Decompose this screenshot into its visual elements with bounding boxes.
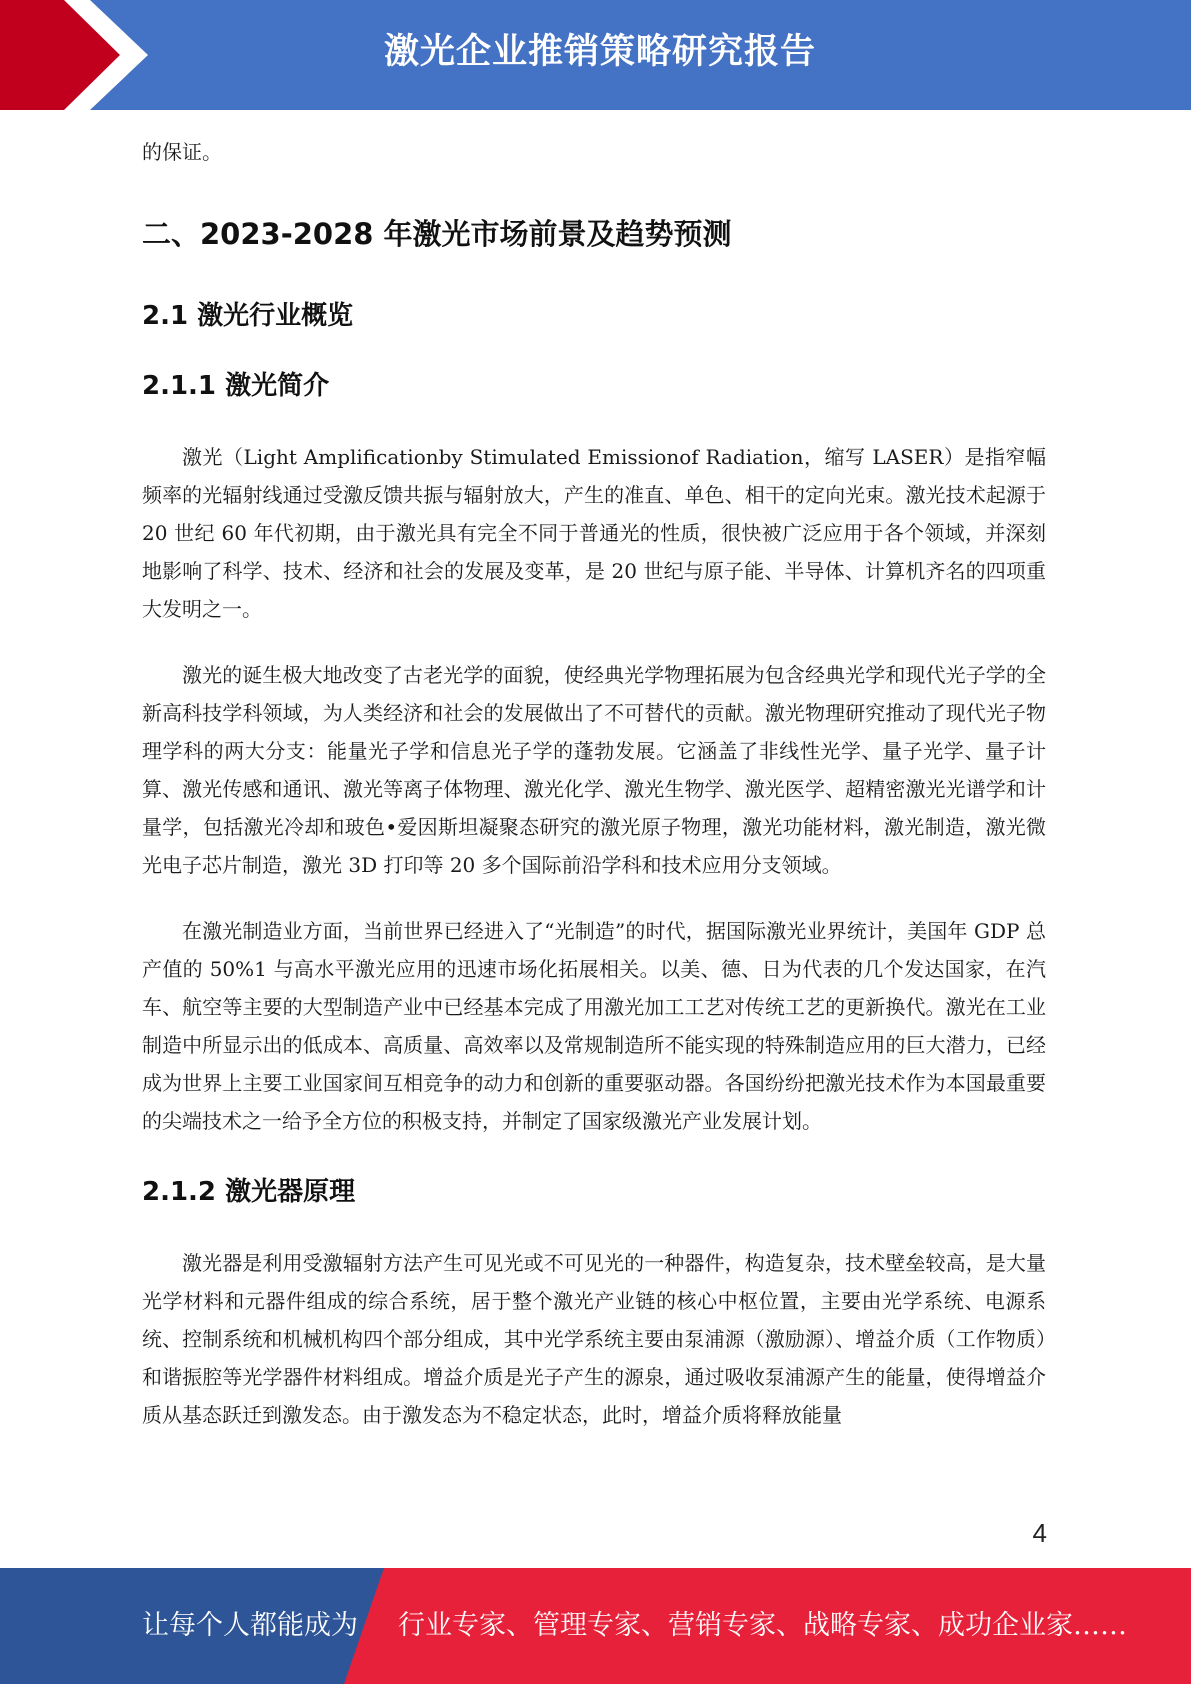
subsection-heading: 2.1 激光行业概览 [142,301,354,331]
paragraph: 在激光制造业方面，当前世界已经进入了“光制造”的时代，据国际激光业界统计，美国年 GDP 总产值的 50%1 与高水平激光应用的迅速市场化拓展相关。以美、德、日为代表的几个发达国家，在汽车、航空等主要的大型制造产业中已经基本完成了用激光加工工艺对传统工艺的更新换代。激光在工业制造中所显示出的低成本、高质量、高效率以及常规制造所不能实现的特殊制造应用的巨大潜力，已经成为世界上主要工业国家间互相竞争的动力和创新的重要驱动器。各国纷纷把激光技术作为本国最重要的尖端技术之一给予全方位的积极支持，并制定了国家级激光产业发展计划。 [142,919,1046,1133]
continuation-text: 的保证。 [142,140,222,164]
page-footer [0,1568,1191,1684]
subsubsection-heading-laser-principle: 2.1.2 激光器原理 [142,1177,356,1207]
subsubsection-heading-laser-intro: 2.1.1 激光简介 [142,371,330,401]
page-header [0,0,1191,110]
document-body [142,136,1046,1434]
header-title: 激光企业推销策略研究报告 [383,32,816,72]
section-heading: 二、2023-2028 年激光市场前景及趋势预测 [142,217,732,251]
footer-slogan-right: 行业专家、管理专家、营销专家、战略专家、成功企业家…… [398,1610,1127,1641]
paragraph: 激光（Light Amplificationby Stimulated Emissionof Radiation，缩写 LASER）是指窄幅频率的光辐射线通过受激反馈共振与辐射放大，产生的准直、单色、相干的定向光束。激光技术起源于 20 世纪 60 年代初期，由于激光具有完全不同于普通光的性质，很快被广泛应用于各个领域，并深刻地影响了科学、技术、经济和社会的发展及变革，是 20 世纪与原子能、半导体、计算机齐名的四项重大发明之一。 [142,445,1046,621]
paragraph: 激光的诞生极大地改变了古老光学的面貌，使经典光学物理拓展为包含经典光学和现代光子学的全新高科技学科领域，为人类经济和社会的发展做出了不可替代的贡献。激光物理研究推动了现代光子物理学科的两大分支：能量光子学和信息光子学的蓬勃发展。它涵盖了非线性光学、量子光学、量子计算、激光传感和通讯、激光等离子体物理、激光化学、激光生物学、激光医学、超精密激光光谱学和计量学，包括激光冷却和玻色•爱因斯坦凝聚态研究的激光原子物理，激光功能材料，激光制造，激光微光电子芯片制造，激光 3D 打印等 20 多个国际前沿学科和技术应用分支领域。 [142,663,1046,877]
page-number: 4 [1032,1518,1047,1548]
paragraph: 激光器是利用受激辐射方法产生可见光或不可见光的一种器件，构造复杂，技术壁垒较高，是大量光学材料和元器件组成的综合系统，居于整个激光产业链的核心中枢位置，主要由光学系统、电源系统、控制系统和机械机构四个部分组成，其中光学系统主要由泵浦源（激励源）、增益介质（工作物质）和谐振腔等光学器件材料组成。增益介质是光子产生的源泉，通过吸收泵浦源产生的能量，使得增益介质从基态跃迁到激发态。由于激发态为不稳定状态，此时，增益介质将释放能量 [142,1251,1046,1427]
footer-slogan-left: 让每个人都能成为 [142,1610,358,1641]
